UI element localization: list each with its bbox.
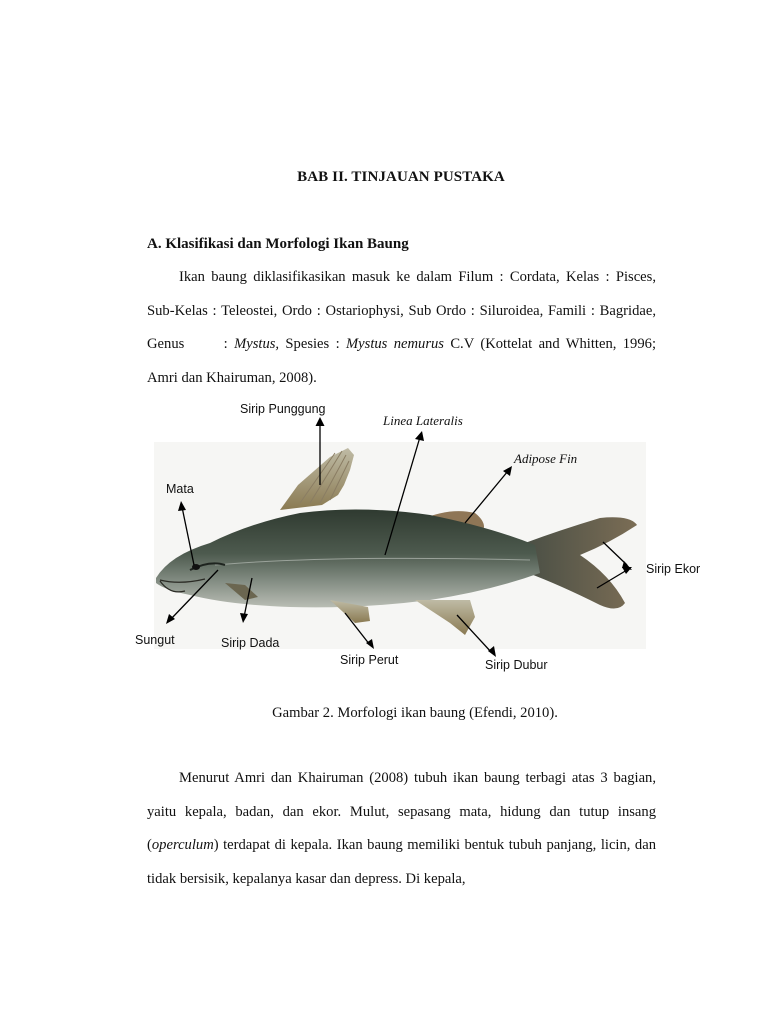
fish-illustration bbox=[130, 395, 720, 685]
paragraph-text: : bbox=[217, 336, 235, 353]
figure-caption: Gambar 2. Morfologi ikan baung (Efendi, 2010). bbox=[272, 705, 558, 721]
label-adipose-fin: Adipose Fin bbox=[514, 451, 578, 466]
label-sirip-dubur: Sirip Dubur bbox=[485, 658, 548, 672]
fish-morphology-figure bbox=[130, 395, 720, 685]
paragraph-text: C.V (Kottelat and Whitten, 1996; Amri dan Khairuman, 2008). bbox=[147, 336, 656, 386]
paragraph-text: Menurut Amri dan Khairuman (2008) tubuh ikan baung terbagi atas 3 bagian, yaitu kepala, badan, dan ekor. Mulut, sepasang mata, hidung dan tutup insang ( bbox=[147, 770, 656, 854]
operculum-term: operculum bbox=[151, 837, 214, 854]
classification-paragraph bbox=[147, 261, 656, 395]
paragraph-text: Spesies : bbox=[279, 336, 346, 353]
label-mata: Mata bbox=[166, 482, 194, 496]
label-sirip-punggung: Sirip Punggung bbox=[240, 402, 326, 416]
genus-name: Mystus, bbox=[234, 336, 280, 353]
label-sungut: Sungut bbox=[135, 633, 175, 647]
label-sirip-dada: Sirip Dada bbox=[221, 636, 280, 650]
morphology-paragraph bbox=[147, 762, 656, 896]
label-linea-lateralis: Linea Lateralis bbox=[383, 413, 463, 428]
paragraph-text: ) terdapat di kepala. Ikan baung memiliki bentuk tubuh panjang, licin, dan tidak bersisik, kepalanya kasar dan depress. Di kepala, bbox=[147, 837, 656, 887]
section-heading: A. Klasifikasi dan Morfologi Ikan Baung bbox=[147, 236, 409, 252]
paragraph-text: Ikan baung diklasifikasikan masuk ke dalam Filum : Cordata, Kelas : Pisces, Sub-Kelas : Teleostei, Ordo : Ostariophysi, Sub Ordo : Siluroidea, Famili : Bagridae, Genus bbox=[147, 269, 656, 353]
label-sirip-perut: Sirip Perut bbox=[340, 653, 399, 667]
label-sirip-ekor: Sirip Ekor bbox=[646, 562, 701, 576]
chapter-title: BAB II. TINJAUAN PUSTAKA bbox=[297, 169, 505, 185]
species-name: Mystus nemurus bbox=[346, 336, 444, 353]
